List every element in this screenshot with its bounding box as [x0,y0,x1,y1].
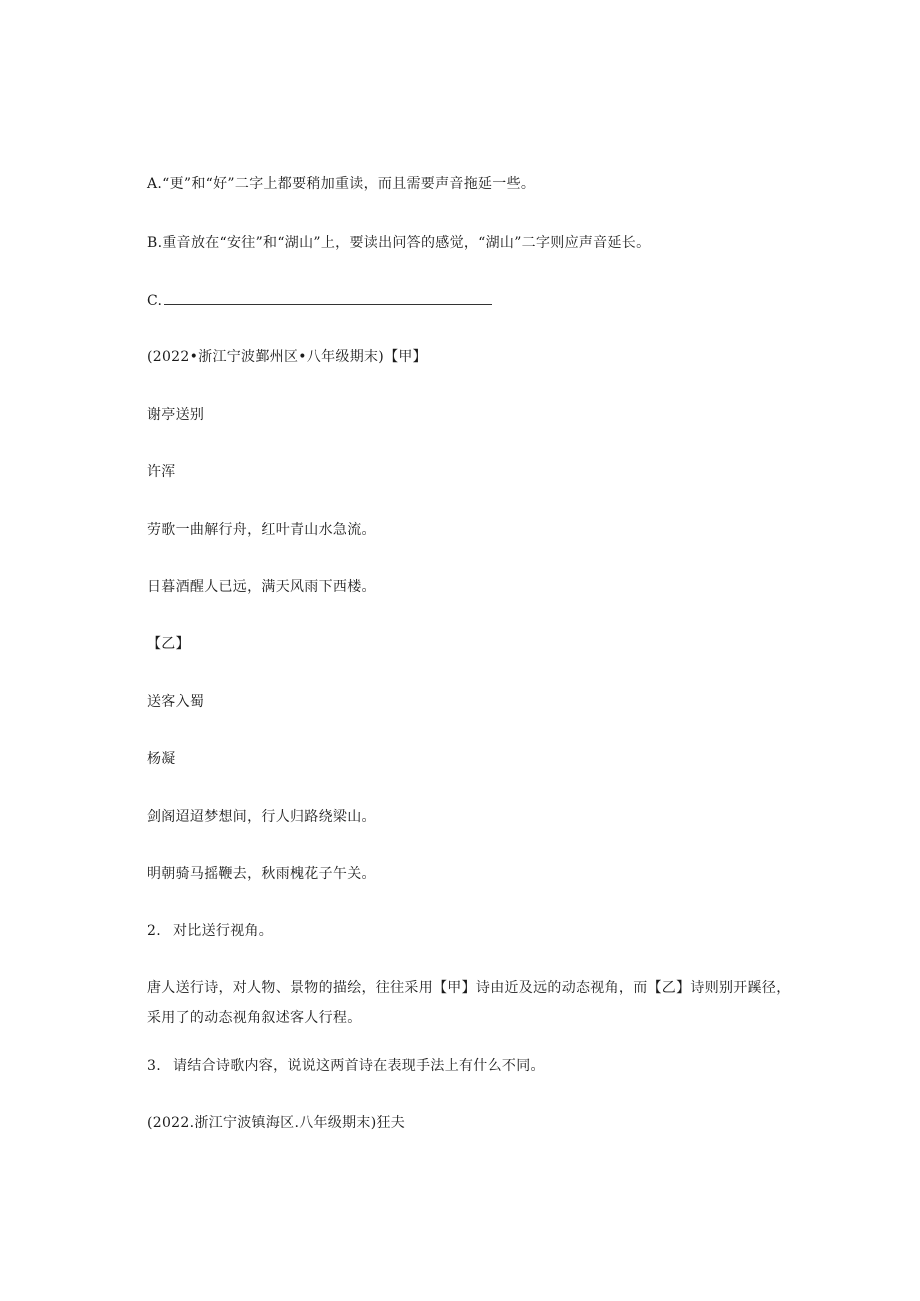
option-b: B.重音放在“安往”和“湖山”上，要读出问答的感觉，“湖山”二字则应声音延长。 [147,235,651,251]
poem-jia-title: 谢亭送别 [147,407,205,423]
question-3-number: 3. [147,1058,161,1074]
poem-yi-author: 杨凝 [147,751,176,767]
question-3 [147,1056,545,1076]
question-2-number: 2. [147,923,161,939]
question-3-text: 请结合诗歌内容，说说这两首诗在表现手法上有什么不同。 [173,1058,545,1074]
poem-jia-line-2: 日暮酒醒人已远，满天风雨下西楼。 [147,579,376,595]
answer-blank[interactable] [164,290,492,305]
option-c-label: C. [147,293,163,309]
poem-yi-title: 送客入蜀 [147,694,205,710]
poem-jia-author: 许浑 [147,464,176,480]
question-2-body: 唐人送行诗，对人物、景物的描绘，往往采用【甲】诗由近及远的动态视角，而【乙】诗则别开蹊径，采用了的动态视角叙述客人行程。 [147,980,791,1026]
question-2-title: 对比送行视角。 [173,923,274,939]
poem-yi-line-1: 剑阁迢迢梦想间，行人归路绕梁山。 [147,809,376,825]
poem-jia-line-1: 劳歌一曲解行舟，红叶青山水急流。 [147,522,376,538]
poem-yi-line-2: 明朝骑马摇鞭去，秋雨槐花子午关。 [147,866,376,882]
poem-yi-label: 【乙】 [147,636,190,652]
source-heading-2: (2022.浙江宁波镇海区.八年级期末)狂夫 [147,1115,406,1131]
option-a: A.“更”和“好”二字上都要稍加重读，而且需要声音拖延一些。 [147,176,536,192]
source-heading-1: (2022•浙江宁波鄞州区•八年级期末)【甲】 [147,349,427,365]
option-c [147,290,492,311]
question-2-heading [147,921,273,941]
